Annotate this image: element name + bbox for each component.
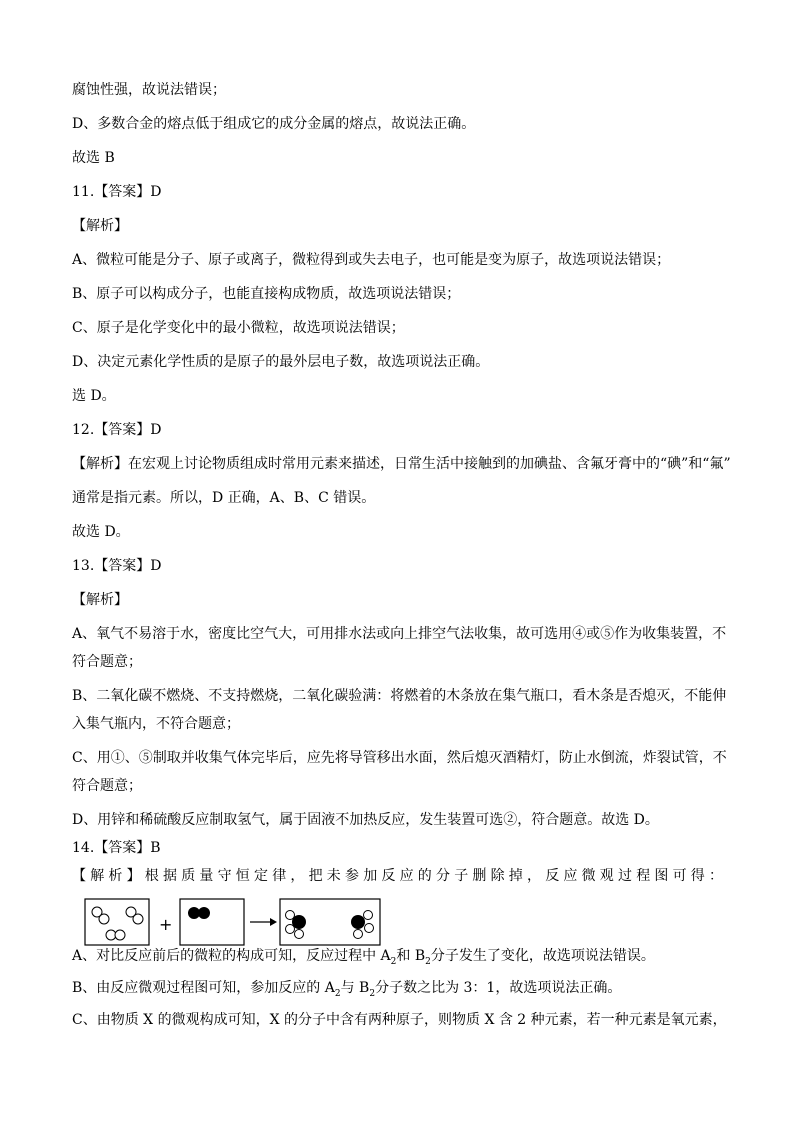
text-line: C、原子是化学变化中的最小微粒，故选项说法错误； — [72, 320, 405, 336]
plus-sign: + — [159, 915, 173, 934]
text-line: D、多数合金的熔点低于组成它的成分金属的熔点，故说法正确。 — [72, 116, 476, 132]
white-atom — [286, 911, 295, 920]
subscript: 2 — [334, 988, 341, 999]
white-atom — [295, 930, 304, 939]
text-segment: 和 B — [396, 948, 426, 964]
white-atom — [354, 930, 363, 939]
text-line: 符合题意； — [72, 778, 142, 794]
text-line: 符合题意； — [72, 654, 142, 670]
text-line: 【解析】在宏观上讨论物质组成时常用元素来描述，日常生活中接触到的加碘盐、含氟牙膏中的“碘”和“氟” — [72, 456, 731, 472]
reactant-box-b2 — [180, 899, 244, 945]
text-segment: A、对比反应前后的微粒的构成可知，反应过程中 A — [72, 948, 391, 964]
text-segment: B、由反应微观过程图可知，参加反应的 A — [72, 980, 335, 996]
white-atom — [364, 911, 373, 920]
text-line: A、微粒可能是分子、原子或离子，微粒得到或失去电子，也可能是变为原子，故选项说法错误； — [72, 252, 671, 268]
text-line: C、用①、⑤制取并收集气体完毕后，应先将导管移出水面，然后熄灭酒精灯，防止水倒流，炸裂试管，不 — [72, 750, 727, 766]
black-atom — [198, 907, 210, 919]
text-line: A、氧气不易溶于水，密度比空气大，可用排水法或向上排空气法收集，故可选用④或⑤作为收集装置，不 — [72, 626, 727, 642]
black-atom — [351, 915, 365, 929]
text-segment: 分子数之比为 3：1，故选项说法正确。 — [375, 980, 622, 996]
text-line: B、原子可以构成分子，也能直接构成物质，故选项说法错误； — [72, 286, 461, 302]
white-atom — [133, 914, 143, 924]
text-line: D、决定元素化学性质的是原子的最外层电子数，故选项说法正确。 — [72, 354, 490, 370]
white-atom — [115, 930, 125, 940]
reaction-microscopic-diagram — [84, 898, 384, 950]
text-line: 选 D。 — [72, 388, 116, 404]
answer-14: 14.【答案】B — [72, 840, 161, 856]
text-line: 通常是指元素。所以，D 正确，A、B、C 错误。 — [72, 490, 376, 506]
analysis-label: 【解析】 — [72, 218, 128, 234]
arrow-head — [270, 918, 277, 926]
text-line: C、由物质 X 的微观构成可知，X 的分子中含有两种原子，则物质 X 含 2 种元素，若一种元素是氧元素， — [72, 1012, 727, 1028]
answer-13: 13.【答案】D — [72, 558, 162, 574]
analysis-label: 【解析】 — [72, 592, 128, 608]
text-line: 腐蚀性强，故说法错误； — [72, 82, 226, 98]
text-line: D、用锌和稀硫酸反应制取氢气，属于固液不加热反应，发生装置可选②，符合题意。故选 D。 — [72, 812, 659, 828]
subscript: 2 — [390, 956, 397, 967]
answer-11: 11.【答案】D — [72, 184, 162, 200]
subscript: 2 — [425, 956, 431, 967]
text-line — [72, 946, 655, 966]
text-line: B、二氧化碳不燃烧、不支持燃烧，二氧化碳验满：将燃着的木条放在集气瓶口，看木条是否熄灭，不能伸 — [72, 688, 727, 704]
answer-12: 12.【答案】D — [72, 422, 162, 438]
white-atom — [365, 924, 374, 933]
text-line: 【解析】根据质量守恒定律，把未参加反应的分子删除掉，反应微观过程图可得： — [72, 868, 728, 884]
text-line — [72, 978, 621, 998]
text-segment: 与 B — [340, 980, 370, 996]
text-line: 故选 D。 — [72, 524, 130, 540]
white-atom — [286, 925, 295, 934]
text-line: 故选 B — [72, 150, 115, 166]
white-atom — [99, 914, 109, 924]
text-line: 入集气瓶内，不符合题意； — [72, 716, 240, 732]
text-segment: 分子发生了变化，故选项说法错误。 — [430, 948, 655, 964]
subscript: 2 — [369, 988, 376, 999]
